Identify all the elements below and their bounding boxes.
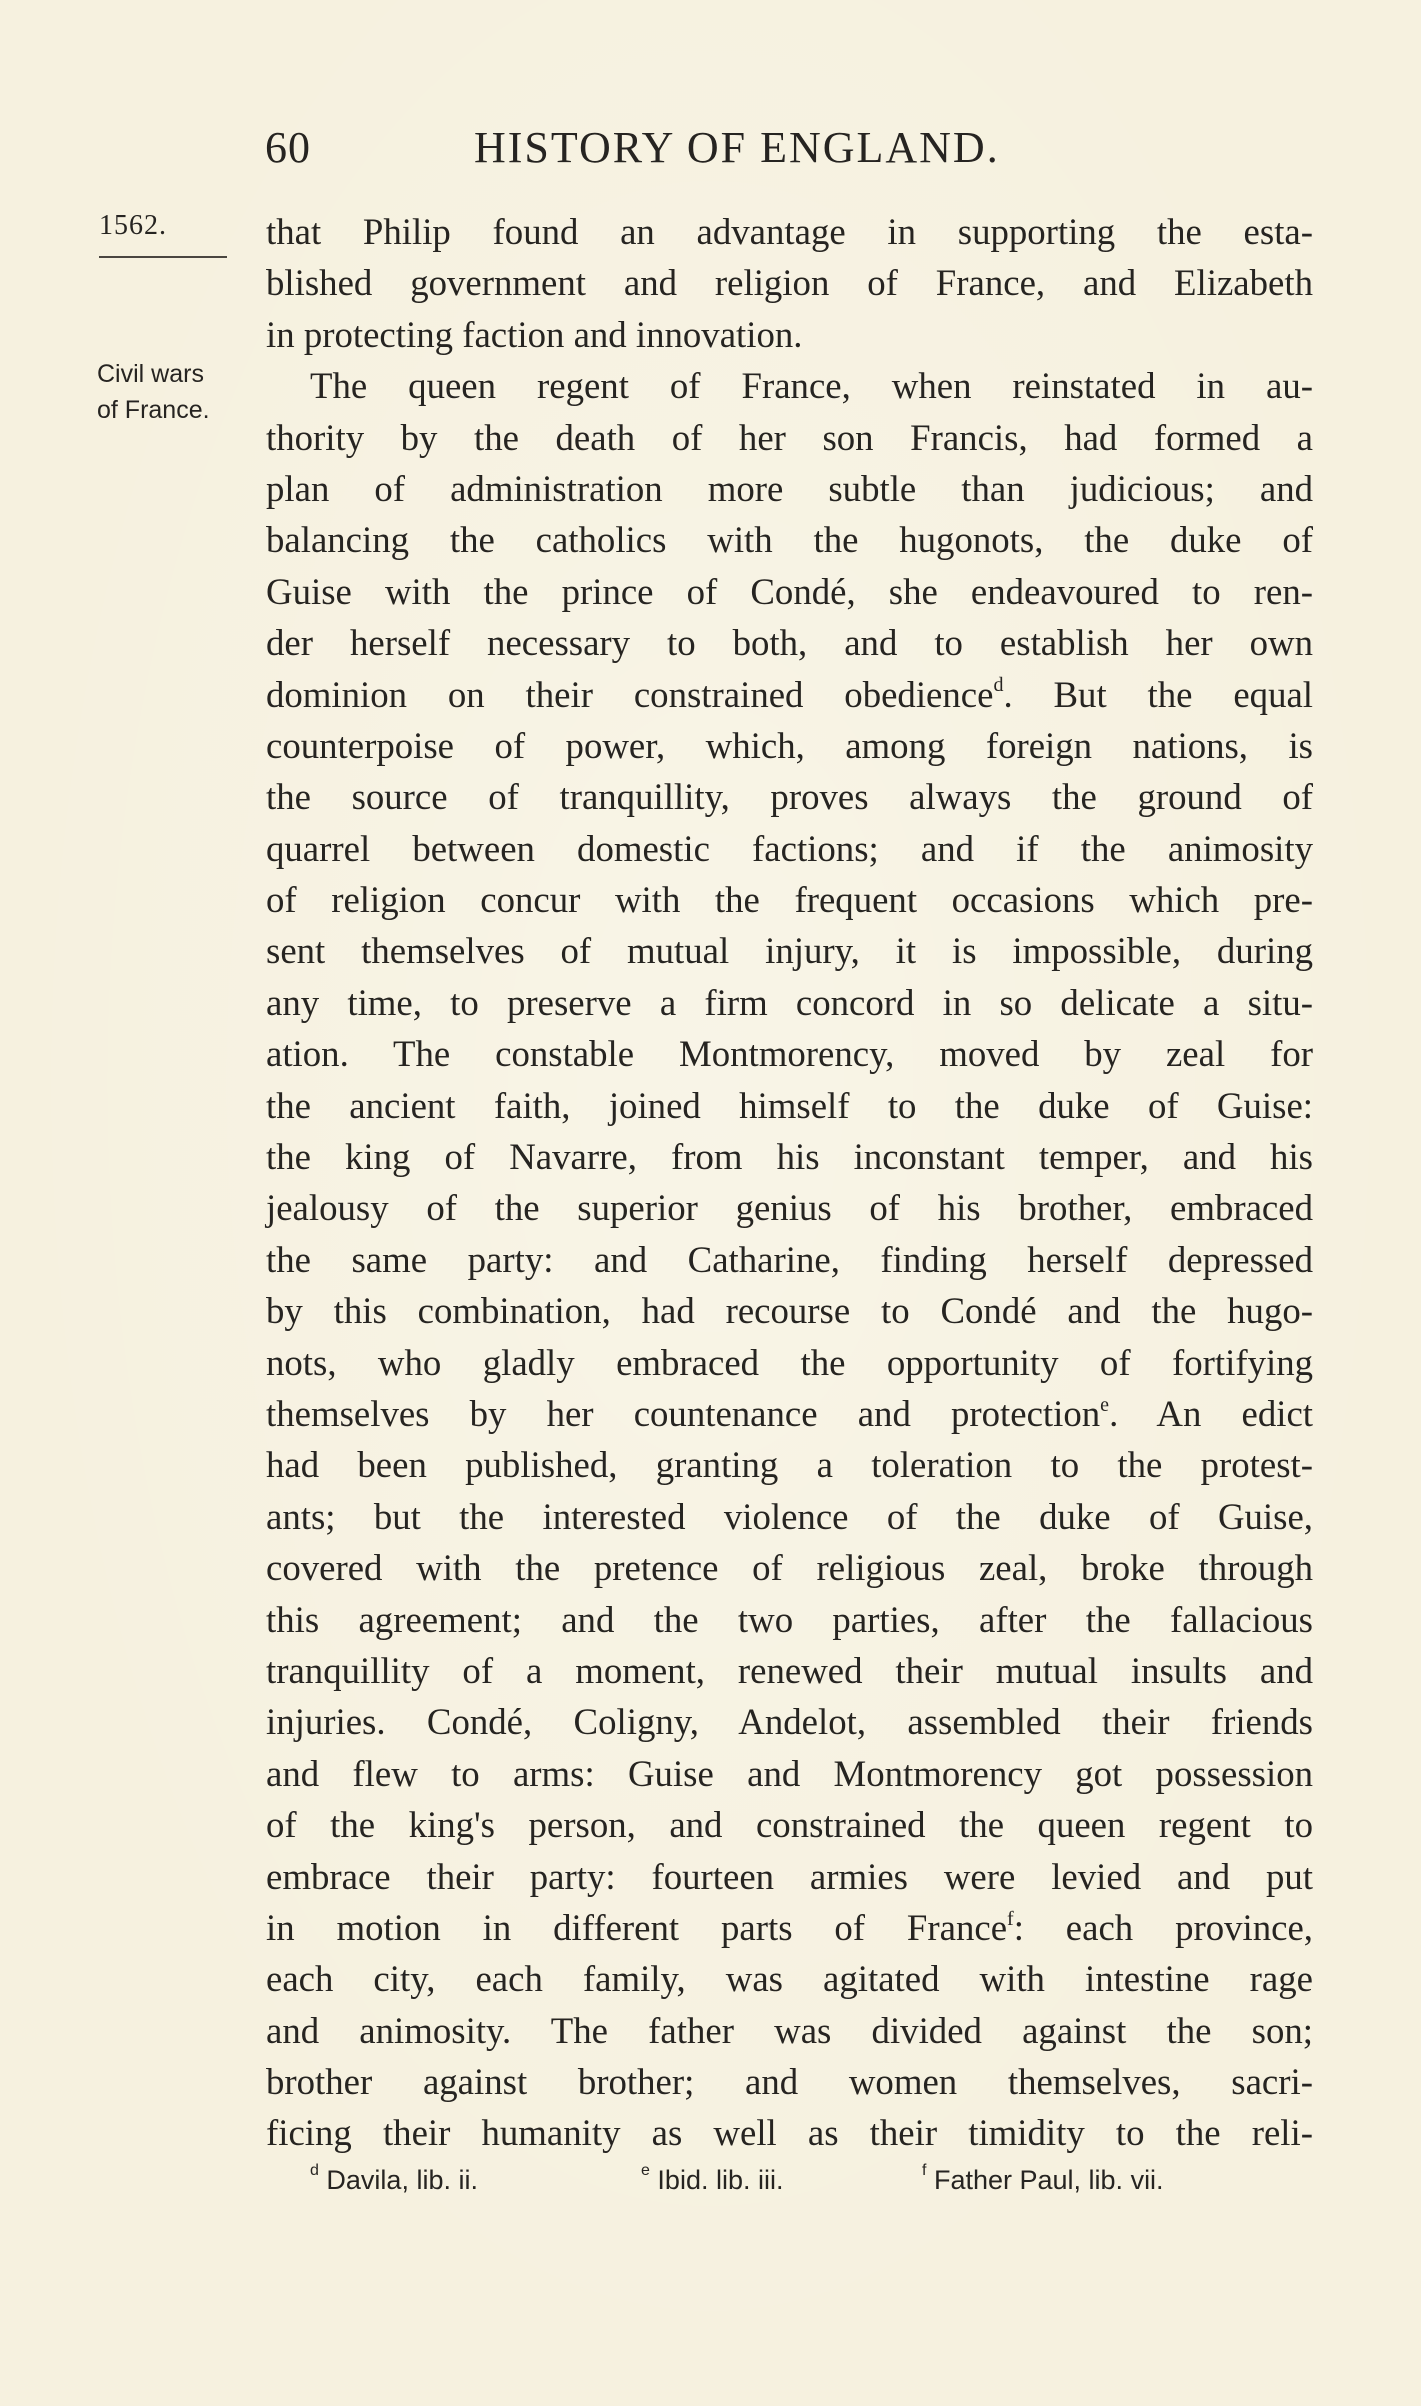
text-line: of the king's person, and constrained the queen regent to [266,1804,1313,1846]
text-line: der herself necessary to both, and to establish her own [266,622,1313,664]
text-line: jealousy of the superior genius of his brother, embraced [266,1187,1313,1229]
running-head [0,118,1421,178]
footnotes [310,2156,1250,2204]
text-segment: . [1003,673,1054,715]
text-line: thority by the death of her son Francis, had formed a [266,416,1313,458]
page-number: 60 [265,123,311,172]
text-line: any time, to preserve a firm concord in so delicate a situ- [266,981,1313,1023]
text-line: covered with the pretence of religious zeal, broke through [266,1547,1313,1589]
text-line: had been published, granting a toleration to the protest- [266,1444,1313,1486]
text-line: nots, who gladly embraced the opportunity of fortifying [266,1341,1313,1383]
text-line: the king of Navarre, from his inconstant temper, and his [266,1136,1313,1178]
footnote [922,2156,1164,2204]
margin-note-line: of France. [97,396,210,424]
body-text [266,206,1313,2159]
text-line: in protecting faction and innovation. [266,313,803,355]
text-line: brother against brother; and women themselves, sacri- [266,2061,1313,2103]
text-line: blished government and religion of France, and Elizabeth [266,262,1313,304]
text-line-with-ref [266,1388,1313,1439]
text-line: sent themselves of mutual injury, it is impossible, during [266,930,1313,972]
footnote [310,2156,478,2204]
footnote-text: Father Paul, lib. vii. [933,2165,1164,2195]
footnote-ref-e[interactable]: e [1100,1393,1110,1416]
running-title: HISTORY OF ENGLAND. [474,123,1000,172]
text-line-with-ref [266,1902,1313,1953]
text-segment: in motion in different parts of France [266,1906,1008,1948]
footnote [641,2156,783,2204]
text-line: tranquillity of a moment, renewed their mutual insults and [266,1649,1313,1691]
margin-note-line: Civil wars [97,360,204,388]
text-line: ants; but the interested violence of the duke of Guise, [266,1495,1313,1537]
text-line: that Philip found an advantage in supporting the esta- [266,211,1313,252]
margin-year: 1562. [99,210,167,241]
text-segment: . [1109,1392,1157,1434]
text-line: of religion concur with the frequent occasions which pre- [266,879,1313,921]
footnote-mark: d [310,2162,319,2179]
footnote-text: Davila, lib. ii. [326,2165,478,2195]
margin-rule [99,256,227,258]
text-line: quarrel between domestic factions; and if the animosity [266,827,1313,869]
text-segment: But the equal [1053,673,1314,715]
footnote-ref-d[interactable]: d [993,674,1004,697]
text-line: plan of administration more subtle than judicious; and [266,467,1313,509]
text-segment: themselves by her countenance and protection [266,1392,1101,1434]
footnote-mark: e [641,2162,650,2179]
text-line: ficing their humanity as well as their timidity to the reli- [266,2112,1313,2154]
text-line: and flew to arms: Guise and Montmorency got possession [266,1752,1313,1794]
footnote-mark: f [922,2162,927,2179]
text-line: and animosity. The father was divided against the son; [266,2009,1313,2051]
text-line: counterpoise of power, which, among foreign nations, is [266,724,1313,766]
text-line: the source of tranquillity, proves always the ground of [266,776,1313,818]
footnote-ref-f[interactable]: f [1007,1907,1014,1930]
text-line: injuries. Condé, Coligny, Andelot, assembled their friends [266,1701,1313,1743]
text-line: balancing the catholics with the hugonots, the duke of [266,519,1313,561]
text-line: the same party: and Catharine, finding herself depressed [266,1238,1313,1280]
footnote-text: Ibid. lib. iii. [657,2165,784,2195]
text-segment: dominion on their constrained obedience [266,673,994,715]
text-line-with-ref [266,669,1313,720]
text-line: ation. The constable Montmorency, moved by zeal for [266,1033,1313,1075]
text-line: by this combination, had recourse to Condé and the hugo- [266,1290,1313,1332]
text-segment: : each province, [1013,1906,1313,1948]
text-line: The queen regent of France, when reinstated in au- [310,365,1313,407]
text-line: this agreement; and the two parties, after the fallacious [266,1598,1313,1640]
text-line: the ancient faith, joined himself to the duke of Guise: [266,1084,1313,1126]
text-line: embrace their party: fourteen armies were levied and put [266,1855,1313,1897]
text-segment: An edict [1156,1392,1313,1434]
text-line: each city, each family, was agitated with intestine rage [266,1958,1313,2000]
text-line: Guise with the prince of Condé, she endeavoured to ren- [266,570,1313,612]
margin-note [97,356,267,428]
